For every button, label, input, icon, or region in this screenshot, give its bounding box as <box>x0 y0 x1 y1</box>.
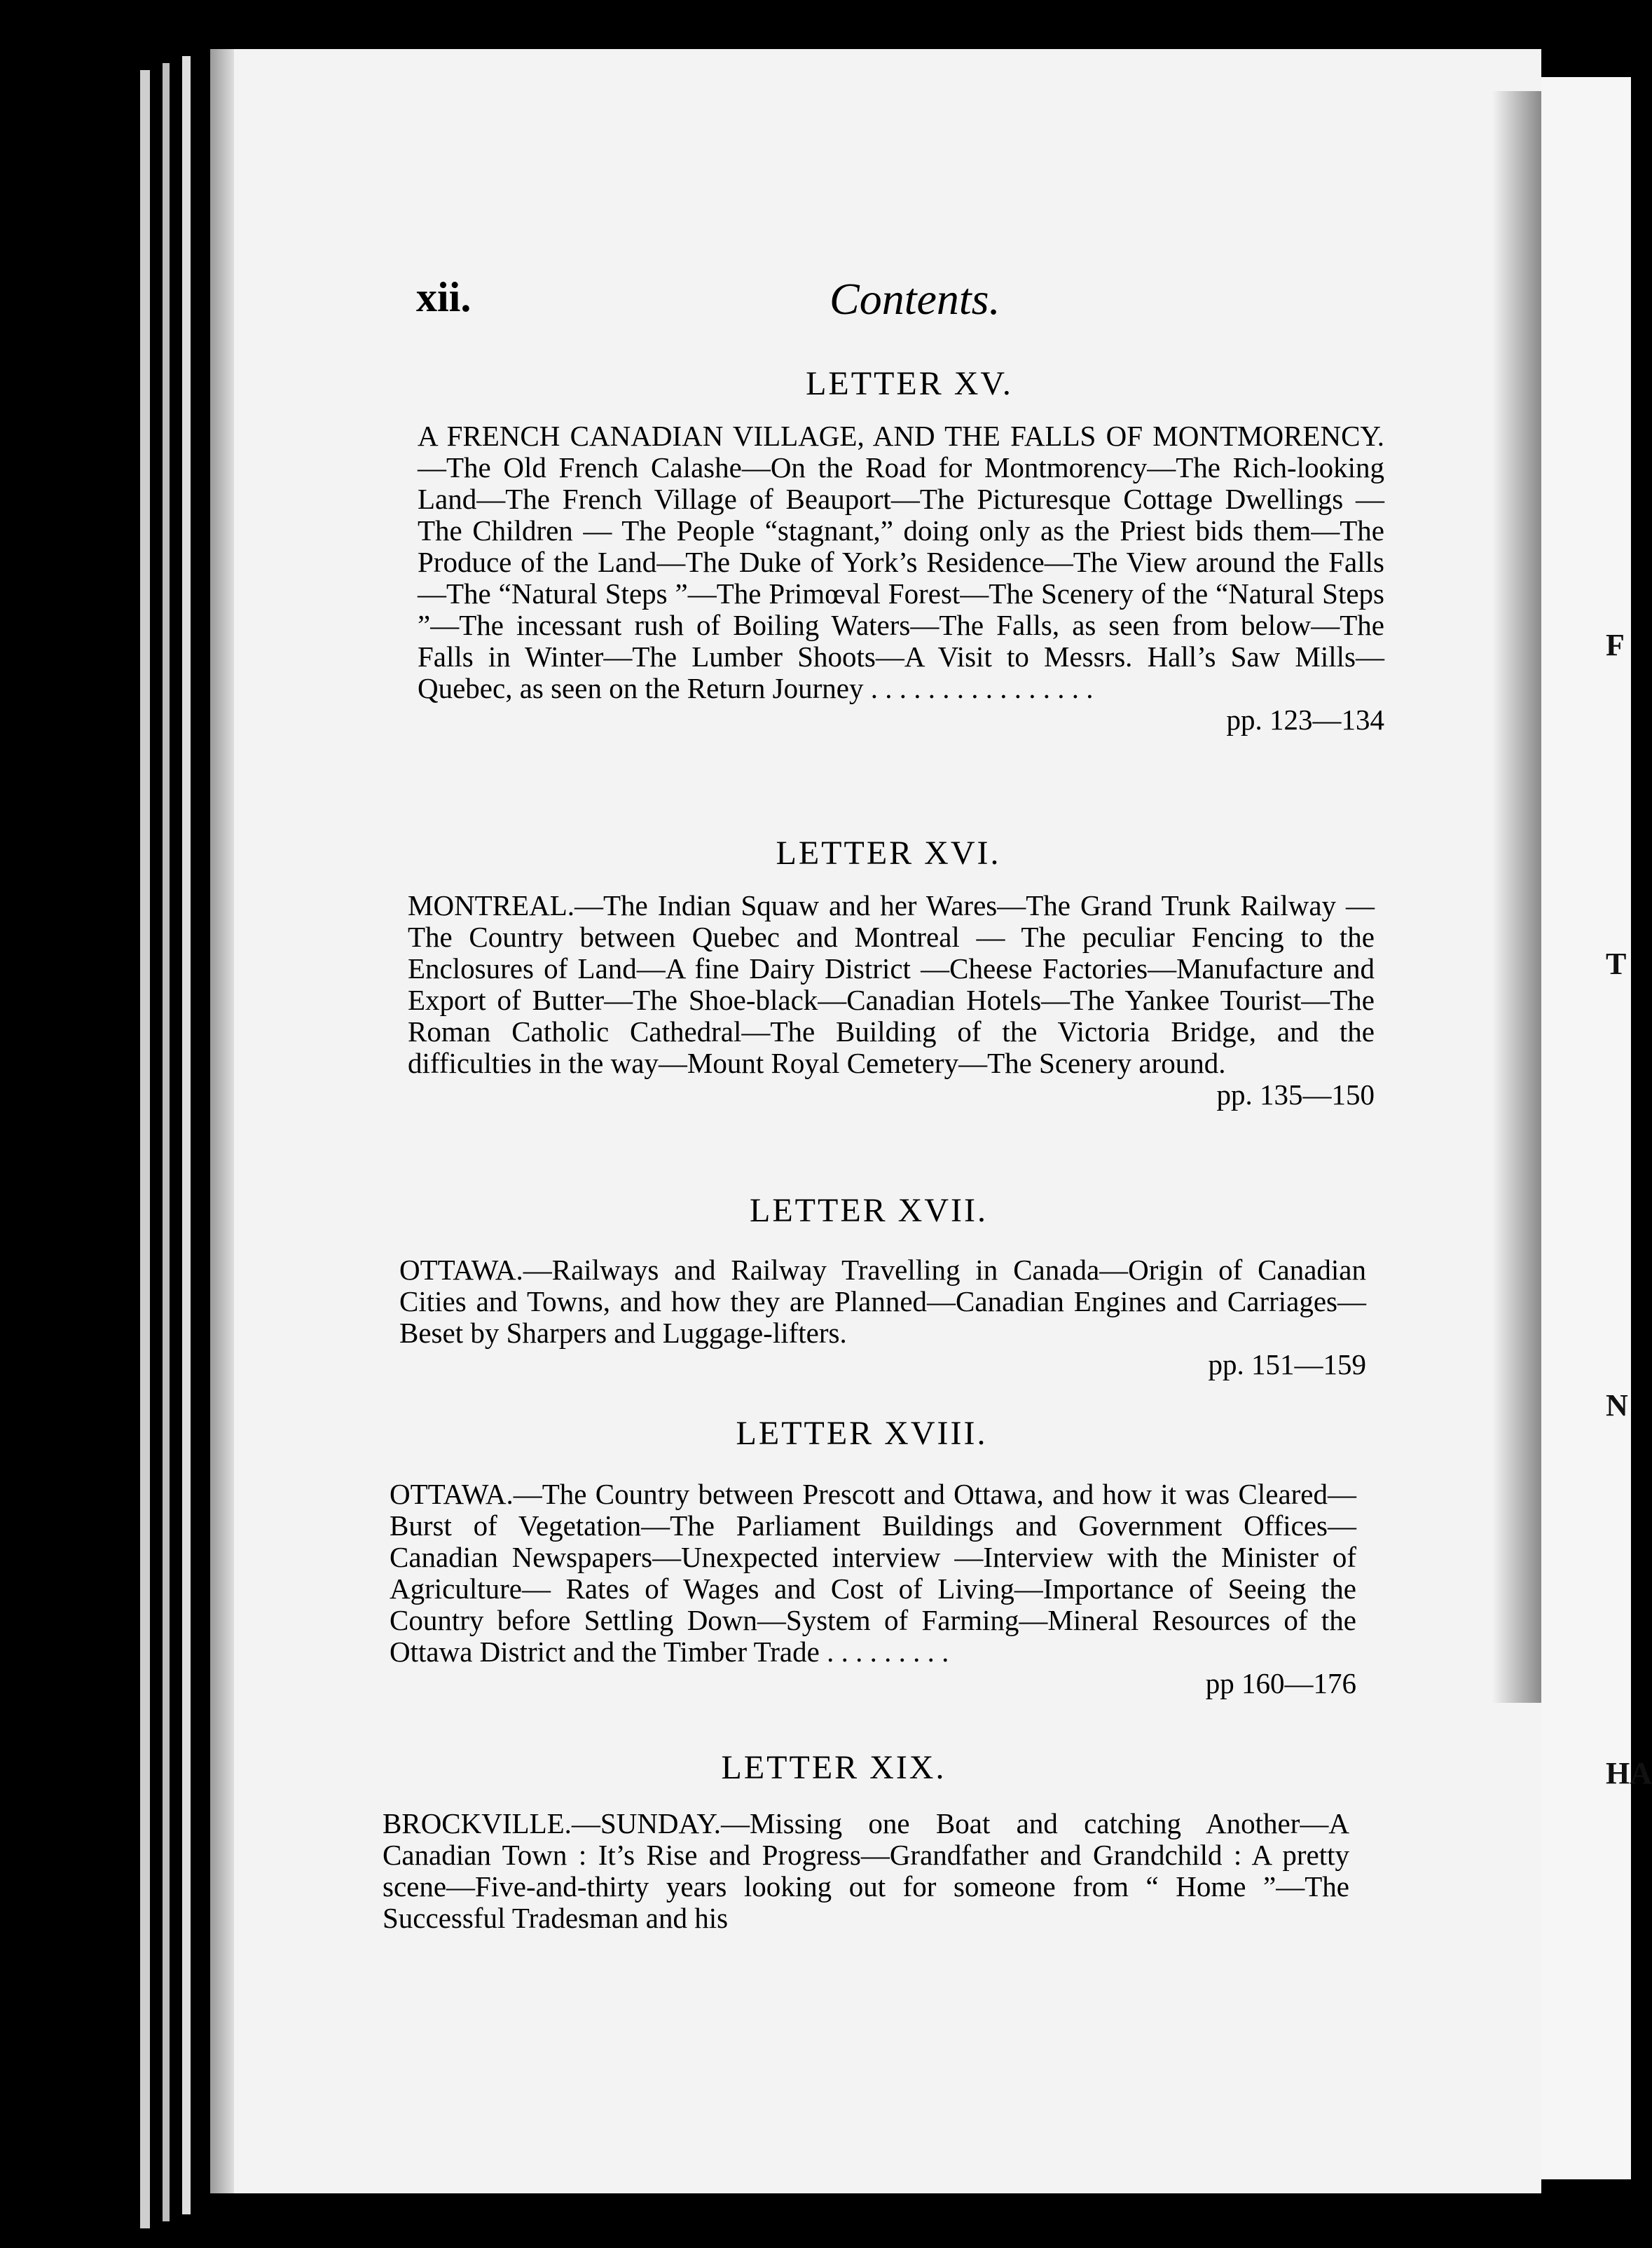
facing-page <box>1541 77 1631 2179</box>
page-edge <box>182 56 191 2214</box>
entry-lead: A FRENCH CANADIAN VILLAGE, AND THE FALLS OF MONTMORENCY. <box>418 420 1384 452</box>
letter-heading: LETTER XIX. <box>721 1749 947 1786</box>
contents-entry <box>418 420 1384 736</box>
entry-text: —Railways and Railway Travelling in Canada—Origin of Canadian Cities and Towns, and how they are Planned—Canadian Engines and Carriages—Beset by Sharpers and Luggage-lifters. <box>399 1254 1366 1349</box>
contents-entry <box>383 1808 1349 1934</box>
page-range: pp. 135—150 <box>1216 1078 1375 1111</box>
letter-heading: LETTER XV. <box>806 365 1013 402</box>
letter-heading: LETTER XVIII. <box>736 1415 988 1452</box>
page-edge <box>140 70 150 2228</box>
contents-entry <box>399 1254 1366 1380</box>
entry-lead: OTTAWA. <box>399 1254 523 1286</box>
page-number: xii. <box>416 274 471 320</box>
facing-page-fragment: T <box>1606 947 1627 981</box>
entry-lead: OTTAWA. <box>390 1478 514 1510</box>
contents-entry <box>408 890 1375 1111</box>
page-range: pp. 123—134 <box>1226 704 1384 736</box>
facing-page-fragment: N <box>1606 1388 1628 1423</box>
contents-entry <box>390 1479 1356 1699</box>
entry-text: —Missing one Boat and catching Another—A Canadian Town : It’s Rise and Progress—Grandfather and Grandchild : A pretty scene—Five-and-thirty years looking out for someone from “ Home ”—The Successful Tradesman and his <box>383 1807 1349 1934</box>
entry-text: —The Old French Calashe—On the Road for Montmorency—The Rich-looking Land—The French Village of Beauport—The Picturesque Cottage Dwellings — The Children — The People “stagnant,” doing only as the Priest bids them—The Produce of the Land—The Duke of York’s Residence—The View around the Falls—The “Natural Steps ”—The Primœval Forest—The Scenery of the “Natural Steps ”—The incessant rush of Boiling Waters—The Falls, as seen from below—The Falls in Winter—The Lumber Shoots—A Visit to Messrs. Hall’s Saw Mills—Quebec, as seen on the Return Journey . . . . . . . . . . . . . . . . <box>418 451 1384 704</box>
letter-heading: LETTER XVI. <box>776 835 1001 872</box>
page-header <box>416 273 1411 329</box>
facing-page-fragment: F <box>1606 628 1625 662</box>
entry-lead: BROCKVILLE.—SUNDAY. <box>383 1807 721 1839</box>
letter-heading: LETTER XVII. <box>750 1192 988 1229</box>
entry-text: —The Country between Prescott and Ottawa, and how it was Cleared—Burst of Vegetation—The Parliament Buildings and Government Offices—Canadian Newspapers—Unexpected interview —Interview with the Minister of Agriculture— Rates of Wages and Cost of Living—Importance of Seeing the Country before Settling Down—System of Farming—Mineral Resources of the Ottawa District and the Timber Trade . . . . . . . . . <box>390 1478 1356 1668</box>
page-range: pp 160—176 <box>1205 1667 1356 1699</box>
entry-text: —The Indian Squaw and her Wares—The Grand Trunk Railway — The Country between Quebec and Montreal — The peculiar Fencing to the Enclosures of Land—A fine Dairy District —Cheese Factories—Manufacture and Export of Butter—The Shoe-black—Canadian Hotels—The Yankee Tourist—The Roman Catholic Cathedral—The Building of the Victoria Bridge, and the difficulties in the way—Mount Royal Cemetery—The Scenery around. <box>408 889 1375 1079</box>
page-edge <box>163 63 170 2221</box>
facing-page-fragment: HA <box>1606 1756 1652 1790</box>
running-title: Contents. <box>830 274 1000 324</box>
page-range: pp. 151—159 <box>1208 1348 1366 1380</box>
entry-lead: MONTREAL. <box>408 889 575 921</box>
